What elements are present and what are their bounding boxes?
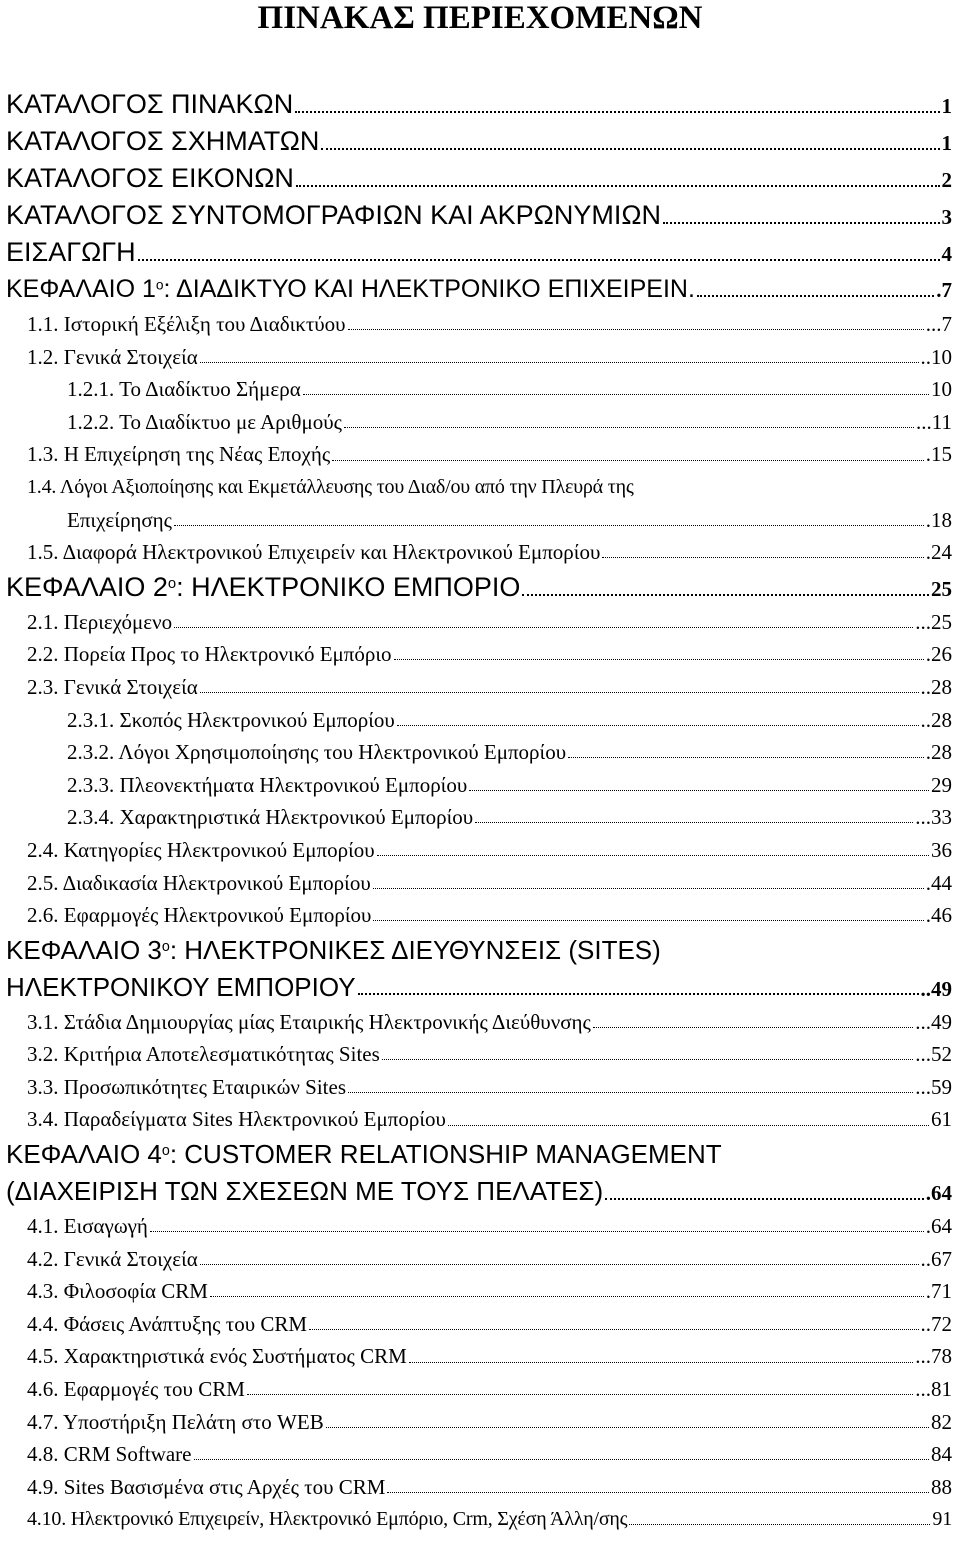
toc-entry-text: 2.3. Γενικά Στοιχεία: [27, 674, 198, 699]
toc-entry-text: 4.3. Φιλοσοφία CRM: [27, 1279, 208, 1304]
toc-entry[interactable]: [0, 536, 960, 569]
toc-entry[interactable]: [0, 801, 960, 834]
toc-entry-text-cont: : ΔΙΑΔΙΚΤΥΟ ΚΑΙ ΗΛΕΚΤΡΟΝΙΚΟ ΕΠΙΧΕΙΡΕΙΝ.: [163, 275, 695, 303]
page-number: 2: [941, 168, 952, 192]
toc-entry[interactable]: [0, 86, 960, 123]
toc-entry[interactable]: [0, 160, 960, 197]
page-number: .71: [925, 1279, 952, 1304]
toc-entry[interactable]: [0, 1071, 960, 1104]
toc-entry[interactable]: [0, 834, 960, 867]
page-number: .26: [925, 642, 952, 667]
dot-leader: [194, 1445, 930, 1461]
toc-entry-title: [6, 932, 661, 969]
dot-leader: [200, 677, 919, 693]
dot-leader: [397, 710, 919, 726]
page-number: ...52: [915, 1042, 952, 1067]
toc-entry-text-cont: : ΗΛΕΚΤΡΟΝΙΚΕΣ ΔΙΕΥΘΥΝΣΕΙΣ (SITES): [169, 934, 661, 965]
toc-entry-text: (ΔΙΑΧΕΙΡΙΣΗ ΤΩΝ ΣΧΕΣΕΩΝ ΜΕ ΤΟΥΣ ΠΕΛΑΤΕΣ): [6, 1176, 604, 1207]
toc-entry-title: [27, 1006, 591, 1039]
toc-entry-title: [6, 160, 294, 197]
toc-entry-text: 2.1. Περιεχόμενο: [27, 609, 173, 634]
toc-entry[interactable]: [0, 1471, 960, 1504]
dot-leader: [387, 1477, 929, 1493]
dot-leader: [348, 314, 924, 330]
toc-entry-text: 4.1. Εισαγωγή: [27, 1214, 148, 1239]
page-number: ..72: [920, 1311, 952, 1336]
dot-leader: [348, 1077, 913, 1093]
toc-entry-title: [27, 1406, 324, 1439]
toc-entry-title: [27, 1243, 198, 1276]
toc-entry[interactable]: [0, 638, 960, 671]
toc-entry-text: Επιχείρησης: [67, 507, 172, 532]
toc-entry-title: [27, 1373, 245, 1406]
toc-entry-title: [6, 271, 695, 308]
dot-leader: [344, 412, 914, 428]
toc-entry-text: 2.3.4. Χαρακτηριστικά Ηλεκτρονικού Εμπορίου: [67, 805, 474, 830]
toc-entry-text: 3.2. Κριτήρια Αποτελεσματικότητας Sites: [27, 1042, 380, 1067]
dot-leader: [247, 1379, 913, 1395]
page-number: ..67: [920, 1246, 952, 1271]
toc-entry-text: 4.7. Υποστήριξη Πελάτη στο WEB: [27, 1409, 324, 1434]
toc-entry[interactable]: [0, 1006, 960, 1039]
toc-entry-title: [27, 471, 634, 504]
toc-entry-text: ΚΕΦΑΛΑΙΟ 3: [6, 934, 162, 965]
dot-leader: [394, 645, 924, 661]
page-number: ..28: [920, 674, 952, 699]
toc-entry-title: [6, 1173, 603, 1210]
toc-entry-title: [67, 769, 467, 802]
dot-leader: [210, 1282, 924, 1298]
page-number: .15: [925, 442, 952, 467]
toc-entry[interactable]: [0, 606, 960, 639]
toc-entry[interactable]: [0, 769, 960, 802]
dot-leader: [605, 1179, 924, 1199]
page-number: ...81: [915, 1377, 952, 1402]
toc-entry[interactable]: [0, 271, 960, 308]
page-number: 10: [931, 377, 952, 402]
toc-entry-title: [27, 308, 346, 341]
toc-entry-text: 4.5. Χαρακτηριστικά ενός Συστήματος CRM: [27, 1344, 407, 1369]
toc-entry-text: ΚΑΤΑΛΟΓΟΣ ΕΙΚΟΝΩΝ: [6, 163, 294, 193]
toc-entry-text: 1.2.2. Το Διαδίκτυο με Αριθμούς: [67, 409, 342, 434]
toc-entry-title: [27, 1471, 385, 1504]
toc-entry-text: 4.2. Γενικά Στοιχεία: [27, 1246, 198, 1271]
toc-entry-text: 4.10. Ηλεκτρονικό Επιχειρείν, Ηλεκτρονικό Εμπόριο, Crm, Σχέση Άλλη/σης: [27, 1508, 628, 1531]
dot-leader: [358, 975, 919, 995]
dot-leader: [200, 347, 919, 363]
toc-entry-text: ΚΕΦΑΛΑΙΟ 2: [6, 571, 168, 602]
page-number: 91: [932, 1508, 952, 1531]
toc-entry-text: 1.2.1. Το Διαδίκτυο Σήμερα: [67, 377, 301, 402]
page-number: ...49: [915, 1009, 952, 1034]
toc-entry-title: [27, 867, 371, 900]
toc-entry-title: [6, 969, 356, 1006]
toc-entry[interactable]: [0, 406, 960, 439]
dot-leader: [326, 1412, 929, 1428]
toc-entry-text: 4.4. Φάσεις Ανάπτυξης του CRM: [27, 1311, 308, 1336]
toc-entry-title: [27, 438, 330, 471]
dot-leader: [150, 1217, 924, 1233]
ordinal-superscript: ο: [167, 575, 177, 592]
dot-leader: [309, 1314, 918, 1330]
dot-leader: [295, 92, 939, 113]
toc-entry[interactable]: [0, 373, 960, 406]
toc-entry[interactable]: [0, 736, 960, 769]
toc-entry-title: [27, 899, 371, 932]
toc-entry-text: ΚΑΤΑΛΟΓΟΣ ΠΙΝΑΚΩΝ: [6, 89, 294, 119]
toc-entry-text: 2.5. Διαδικασία Ηλεκτρονικού Εμπορίου: [27, 870, 371, 895]
page-number: ...11: [916, 409, 952, 434]
toc-entry-title: [27, 536, 600, 569]
page-number: 82: [931, 1409, 952, 1434]
toc-entry[interactable]: [0, 1308, 960, 1341]
toc-entry-title: [27, 341, 198, 374]
toc-entry-text: 4.9. Sites Βασισμένα στις Αρχές του CRM: [27, 1474, 386, 1499]
toc-entry-title: [67, 406, 342, 439]
toc-entry-text: 4.6. Εφαρμογές του CRM: [27, 1377, 245, 1402]
toc-entry-text: ΕΙΣΑΓΩΓΗ: [6, 237, 136, 267]
toc-entry-text: 3.1. Στάδια Δημιουργίας μίας Εταιρικής Ηλεκτρονικής Διεύθυνσης: [27, 1009, 591, 1034]
dot-leader: [568, 743, 924, 759]
toc-entry-title: [27, 1038, 380, 1071]
page-number: .28: [925, 740, 952, 765]
toc-entry[interactable]: [0, 197, 960, 234]
toc-entry-text: 1.1. Ιστορική Εξέλιξη του Διαδικτύου: [27, 312, 346, 336]
toc-entry-title: [67, 736, 566, 769]
toc-entry-title: [27, 606, 172, 639]
page-number: 1: [941, 94, 952, 118]
ordinal-superscript: ο: [155, 277, 164, 293]
page-number: ...78: [915, 1344, 952, 1369]
toc-entry[interactable]: [0, 1173, 960, 1210]
toc-entry-text: 2.3.1. Σκοπός Ηλεκτρονικού Εμπορίου: [67, 707, 395, 732]
toc-entry-title: [27, 638, 392, 671]
toc-entry-text: 2.6. Εφαρμογές Ηλεκτρονικού Εμπορίου: [27, 903, 372, 928]
toc-entry-title: [6, 234, 136, 271]
ordinal-superscript: ο: [161, 1143, 170, 1160]
page-number: ..28: [920, 707, 952, 732]
toc-entry[interactable]: [0, 671, 960, 704]
toc-entry-text: 1.5. Διαφορά Ηλεκτρονικού Επιχειρείν και Ηλεκτρονικού Εμπορίου: [27, 540, 601, 565]
toc-entry-title: [67, 373, 301, 406]
dot-leader: [522, 575, 929, 596]
dot-leader: [475, 808, 913, 824]
toc-entry-title: [6, 86, 293, 123]
page-number: .46: [925, 903, 952, 928]
toc-entry-text: 2.3.3. Πλεονεκτήματα Ηλεκτρονικού Εμπορίου: [67, 772, 468, 797]
toc-entry-text-cont: : ΗΛΕΚΤΡΟΝΙΚΟ ΕΜΠΟΡΙΟ: [176, 571, 521, 602]
page-number: .7: [936, 278, 952, 302]
dot-leader: [629, 1510, 930, 1525]
dot-leader: [663, 203, 939, 224]
toc-entry[interactable]: [0, 471, 960, 504]
dot-leader: [200, 1249, 919, 1265]
toc-entry[interactable]: [0, 123, 960, 160]
page-number: 3: [941, 205, 952, 229]
toc-entry-text: 1.4. Λόγοι Αξιοποίησης και Εκμετάλλευσης του Διαδ/ου από την Πλευρά της: [27, 475, 634, 498]
page-number: .18: [925, 507, 952, 532]
toc-entry-title: [67, 801, 473, 834]
toc-entry-text-cont: : CUSTOMER RELATIONSHIP MANAGEMENT: [169, 1139, 722, 1170]
toc-entry[interactable]: [0, 341, 960, 374]
dot-leader: [303, 380, 929, 396]
dot-leader: [174, 612, 913, 628]
toc-entry[interactable]: [0, 234, 960, 271]
dot-leader: [697, 278, 934, 298]
page-number: ...33: [915, 805, 952, 830]
dot-leader: [469, 775, 929, 791]
toc-entry[interactable]: [0, 1373, 960, 1406]
dot-leader: [593, 1012, 913, 1028]
toc-entry-text: 3.4. Παραδείγματα Sites Ηλεκτρονικού Εμπορίου: [27, 1107, 446, 1132]
toc-entry[interactable]: [0, 969, 960, 1006]
toc-entry-title: [67, 704, 395, 737]
toc-entry-text: 3.3. Προσωπικότητες Εταιρικών Sites: [27, 1074, 347, 1099]
toc-entry-text: ΚΑΤΑΛΟΓΟΣ ΣΧΗΜΑΤΩΝ: [6, 126, 320, 156]
toc-entry-title: [27, 1308, 307, 1341]
toc-entry-text: ΚΕΦΑΛΑΙΟ 4: [6, 1139, 162, 1170]
toc-entry-title: [27, 834, 375, 867]
toc-entry[interactable]: [0, 1503, 960, 1536]
page-number: .24: [925, 540, 952, 565]
toc-entry-text: 2.2. Πορεία Προς το Ηλεκτρονικό Εμπόριο: [27, 642, 392, 667]
toc-entry-text: 1.3. Η Επιχείρηση της Νέας Εποχής: [27, 442, 331, 467]
page-number: .44: [925, 870, 952, 895]
toc-entry[interactable]: [0, 1103, 960, 1136]
page-number: .64: [925, 1181, 952, 1206]
toc-entry-title: [6, 569, 520, 606]
toc-entry-title: [67, 504, 172, 537]
dot-leader: [448, 1110, 929, 1126]
toc-entry[interactable]: [0, 308, 960, 341]
toc-entry-title: [6, 1136, 722, 1173]
toc-entry-text: 2.3.2. Λόγοι Χρησιμοποίησης του Ηλεκτρονικού Εμπορίου: [67, 740, 567, 765]
toc-entry[interactable]: [0, 504, 960, 537]
toc-entry[interactable]: [0, 1406, 960, 1439]
toc-entry[interactable]: [0, 1340, 960, 1373]
toc-entry[interactable]: [0, 1136, 960, 1173]
page-title: ΠΙΝΑΚΑΣ ΠΕΡΙΕΧΟΜΕΝΩΝ: [257, 0, 703, 36]
page-number: ..10: [920, 344, 952, 369]
page-number: ...7: [925, 312, 952, 336]
toc-entry-text: ΚΕΦΑΛΑΙΟ 1: [6, 275, 156, 303]
toc-entry[interactable]: [0, 1210, 960, 1243]
toc-entry[interactable]: [0, 867, 960, 900]
dot-leader: [377, 840, 929, 856]
toc-entry-title: [27, 1340, 407, 1373]
toc-entry[interactable]: [0, 1275, 960, 1308]
toc-entry-title: [27, 1438, 192, 1471]
toc-entry-title: [27, 1503, 627, 1536]
dot-leader: [373, 906, 923, 922]
toc-entry[interactable]: [0, 932, 960, 969]
page-number: 84: [931, 1442, 952, 1467]
toc-entry[interactable]: [0, 438, 960, 471]
toc-entry[interactable]: [0, 569, 960, 606]
toc-entry-text: ΚΑΤΑΛΟΓΟΣ ΣΥΝΤΟΜΟΓΡΑΦΙΩΝ ΚΑΙ ΑΚΡΩΝΥΜΙΩΝ: [6, 200, 662, 230]
toc-entry[interactable]: [0, 1243, 960, 1276]
toc-entry-title: [27, 1275, 208, 1308]
toc-entry-title: [6, 123, 319, 160]
page-number: ..49: [920, 976, 952, 1001]
dot-leader: [174, 510, 924, 526]
page-number: 25: [931, 576, 952, 601]
ordinal-superscript: ο: [161, 938, 170, 955]
toc-entry-text: 2.4. Κατηγορίες Ηλεκτρονικού Εμπορίου: [27, 837, 375, 862]
page-number: 4: [941, 242, 952, 266]
toc-entry[interactable]: [0, 899, 960, 932]
page-number: ...25: [915, 609, 952, 634]
toc-entry-title: [27, 1071, 346, 1104]
dot-leader: [373, 873, 924, 889]
dot-leader: [321, 129, 939, 150]
toc-entry-text: ΗΛΕΚΤΡΟΝΙΚΟΥ ΕΜΠΟΡΙΟΥ: [6, 971, 356, 1002]
page-number: 36: [931, 837, 952, 862]
dot-leader: [602, 543, 923, 559]
dot-leader: [332, 445, 924, 461]
page-number: 61: [931, 1107, 952, 1132]
page-number: .64: [925, 1214, 952, 1239]
page-number: ...59: [915, 1074, 952, 1099]
toc-entry-text: 4.8. CRM Software: [27, 1442, 192, 1467]
toc-entry[interactable]: [0, 1038, 960, 1071]
toc-entry-title: [27, 1103, 446, 1136]
dot-leader: [382, 1045, 913, 1061]
page-number: 1: [941, 131, 952, 155]
toc-entry-title: [6, 197, 661, 234]
dot-leader: [409, 1347, 913, 1363]
toc-entry[interactable]: [0, 704, 960, 737]
table-of-contents: [0, 86, 960, 1536]
toc-entry-title: [27, 1210, 148, 1243]
toc-entry-text: 1.2. Γενικά Στοιχεία: [27, 344, 198, 369]
toc-entry[interactable]: [0, 1438, 960, 1471]
dot-leader: [296, 166, 940, 187]
page-number: 29: [931, 772, 952, 797]
page-number: 88: [931, 1474, 952, 1499]
toc-entry-title: [27, 671, 198, 704]
dot-leader: [138, 240, 940, 261]
